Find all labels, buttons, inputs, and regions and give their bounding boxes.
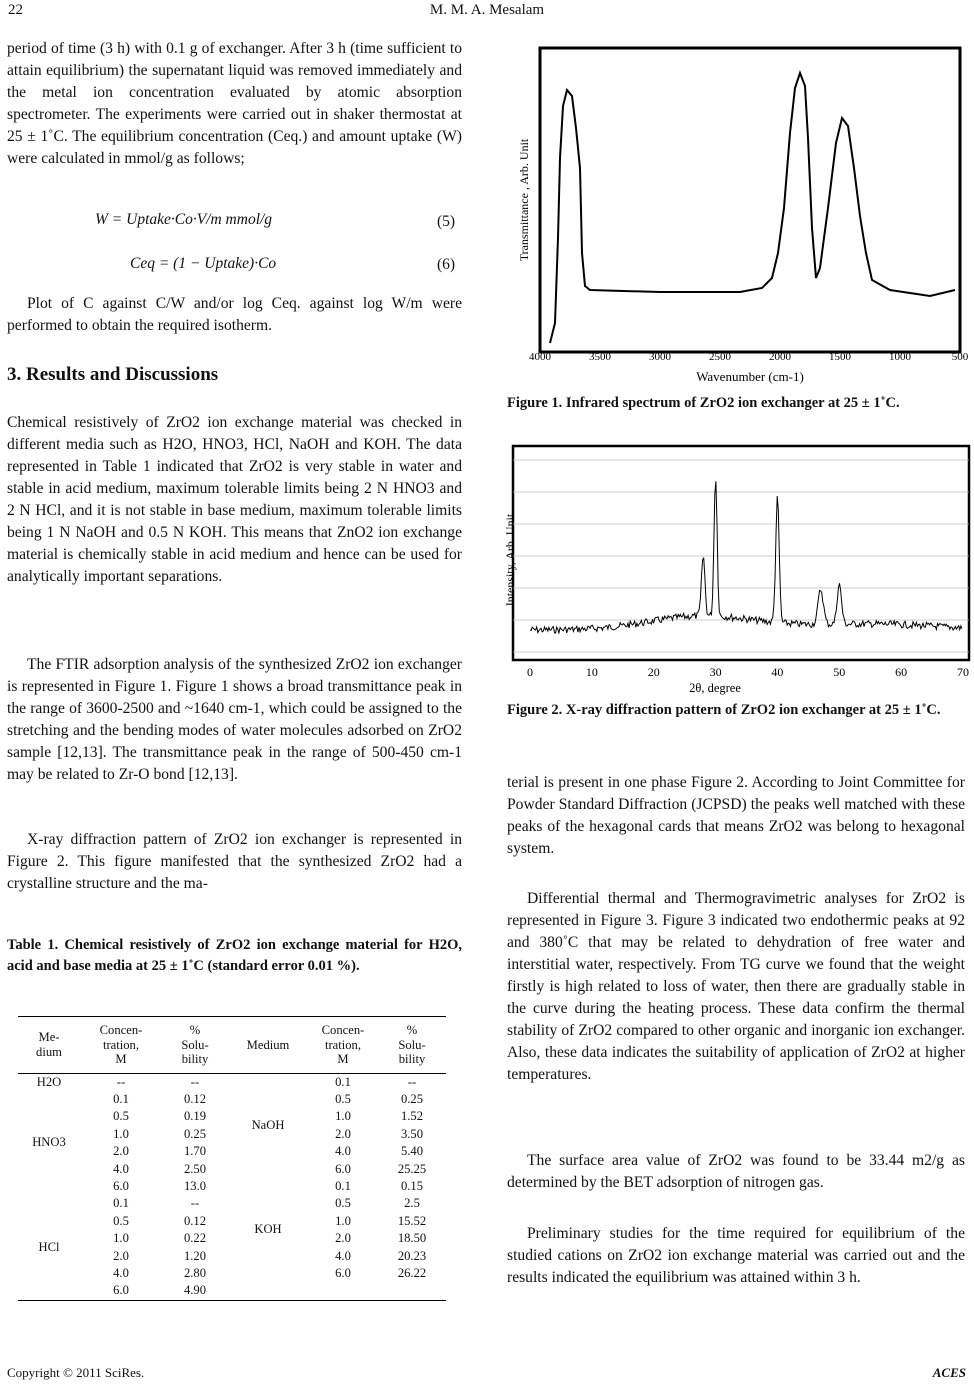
xrd-ylabel: Intensity, Arb. Unit	[503, 513, 517, 607]
concentration-cell: 4.0	[335, 1248, 351, 1263]
xrd-xtick-label: 20	[647, 665, 660, 679]
ir-xtick-label: 4000	[529, 351, 551, 363]
medium-cell: H2O	[36, 1074, 62, 1089]
solubility-cell: --	[190, 1074, 200, 1089]
concentration-cell: 2.0	[335, 1126, 351, 1141]
equation-6-number: (6)	[437, 256, 456, 273]
xrd-xtick-label: 60	[895, 665, 908, 679]
table-row	[18, 1073, 446, 1091]
xrd-xtick-label: 10	[585, 665, 598, 679]
table-row	[18, 1178, 446, 1195]
page-number: 22	[8, 2, 23, 18]
concentration-cell: 4.0	[113, 1265, 129, 1280]
solubility-cell: 2.50	[183, 1161, 207, 1176]
medium-cell: NaOH	[251, 1118, 285, 1133]
ir-xlabel: Wavenumber (cm-1)	[696, 369, 804, 384]
solubility-cell: 2.80	[183, 1265, 207, 1280]
section-heading: 3. Results and Discussions	[7, 364, 219, 385]
ir-xtick-label: 500	[951, 351, 969, 363]
concentration-cell: 4.0	[335, 1144, 351, 1159]
table-caption: Table 1. Chemical resistively of ZrO2 ion exchange material for H2O, acid and base media at 25 ± 1˚C (standard error 0.01 %).	[7, 937, 462, 974]
solubility-cell: 1.70	[183, 1144, 207, 1159]
ir-spectrum-figure	[510, 38, 970, 388]
solubility-cell: 5.40	[400, 1144, 424, 1159]
concentration-cell: 2.0	[335, 1231, 351, 1246]
left-para-4: The FTIR adsorption analysis of the synthesized ZrO2 ion exchanger is represented in Figure 1. Figure 1 shows a broad transmittance peak in the range of 3600-2500 and ~1640 cm-1, which could be assigned to the stretching and the bending modes of water molecules adsorbed on ZrO2 sample [12,13]. The transmittance peak in the range of 500-450 cm-1 may be related to Zr-O bond [12,13].	[7, 656, 462, 783]
solubility-cell: 0.22	[183, 1231, 207, 1246]
solubility-cell: 0.19	[183, 1109, 207, 1124]
table-row	[18, 1282, 446, 1300]
table-header-cell: Concen- tration, M	[321, 1023, 365, 1066]
ir-xtick-label: 2500	[709, 351, 731, 363]
concentration-cell: 6.0	[113, 1178, 129, 1193]
left-para-5: X-ray diffraction pattern of ZrO2 ion exchanger is represented in Figure 2. This figure manifested that the synthesized ZrO2 had a crystalline structure and the ma-	[7, 831, 462, 892]
table-header-cell: Concen- tration, M	[99, 1023, 143, 1066]
running-author: M. M. A. Mesalam	[429, 2, 545, 18]
ir-plot-frame	[540, 48, 960, 352]
concentration-cell: 6.0	[335, 1161, 351, 1176]
equation-6: Ceq = (1 − Uptake)·Co	[130, 255, 277, 272]
solubility-cell: 13.0	[183, 1178, 207, 1193]
solubility-cell: --	[407, 1074, 417, 1089]
xrd-xtick-label: 40	[771, 665, 784, 679]
ir-xtick-label: 1500	[829, 351, 851, 363]
solubility-table	[18, 1016, 446, 1301]
concentration-cell: 1.0	[335, 1213, 351, 1228]
solubility-cell: --	[190, 1196, 200, 1211]
figure1-caption: Figure 1. Infrared spectrum of ZrO2 ion exchanger at 25 ± 1˚C.	[507, 395, 900, 411]
concentration-cell: 6.0	[335, 1265, 351, 1280]
xrd-xtick-label: 30	[709, 665, 722, 679]
right-para-3: The surface area value of ZrO2 was found to be 33.44 m2/g as determined by the BET adsorption of nitrogen gas.	[507, 1152, 965, 1191]
solubility-cell: 1.52	[400, 1109, 424, 1124]
table-header-cell: Medium	[246, 1037, 290, 1052]
table-header-cell: % Solu- bility	[398, 1023, 426, 1066]
ir-xtick-label: 3500	[589, 351, 611, 363]
concentration-cell: 0.5	[335, 1091, 351, 1106]
xrd-xlabel: 2θ, degree	[689, 681, 741, 695]
concentration-cell: 1.0	[113, 1126, 129, 1141]
solubility-cell: 0.12	[183, 1213, 207, 1228]
equation-5-number: (5)	[437, 213, 456, 230]
medium-cell: HCl	[38, 1239, 60, 1254]
concentration-cell: 0.5	[335, 1196, 351, 1211]
solubility-cell: 18.50	[397, 1231, 427, 1246]
equation-5: W = Uptake·Co·V/m mmol/g	[95, 211, 273, 228]
concentration-cell: 1.0	[335, 1109, 351, 1124]
table-header-cell: Me- dium	[36, 1030, 62, 1059]
xrd-xtick-label: 0	[527, 665, 533, 679]
left-para-3: Chemical resistively of ZrO2 ion exchange material was checked in different media such as H2O, HNO3, HCl, NaOH and KOH. The data represented in Table 1 indicated that ZrO2 is very stable in water and stable in acid medium, maximum tolerable limits being 2 N HNO3 and 2 N HCl, and it is not stable in base medium, maximum tolerable limits being 1 N NaOH and 0.5 N KOH. This means that ZnO2 ion exchange material is chemically stable in acid medium and hence can be used for analytically important separations.	[7, 414, 462, 585]
xrd-xtick-label: 50	[833, 665, 846, 679]
ir-xtick-label: 1000	[889, 351, 911, 363]
solubility-cell: 1.20	[183, 1248, 207, 1263]
concentration-cell: 4.0	[113, 1161, 129, 1176]
solubility-cell: 0.25	[183, 1126, 207, 1141]
solubility-cell: 3.50	[400, 1126, 424, 1141]
concentration-cell: 0.1	[335, 1178, 351, 1193]
table-header-cell: % Solu- bility	[181, 1023, 209, 1066]
right-para-1: terial is present in one phase Figure 2. According to Joint Committee for Powder Standard Diffraction (JCPSD) the peaks well matched with these peaks of the hexagonal cards that means ZrO2 was belong to hexagonal system.	[507, 774, 965, 857]
concentration-cell: 0.1	[335, 1074, 351, 1089]
xrd-xticks	[527, 665, 969, 679]
journal-name: ACES	[932, 1365, 966, 1380]
left-para-1: period of time (3 h) with 0.1 g of exchanger. After 3 h (time sufficient to attain equilibrium) the supernatant liquid was removed immediately and the metal ion concentration evaluated by atomic absorption spectrometer. The experiments were carried out in shaker thermostat at 25 ± 1˚C. The equilibrium concentration (Ceq.) and amount uptake (W) were calculated in mmol/g as follows;	[7, 40, 462, 167]
copyright-notice: Copyright © 2011 SciRes.	[7, 1365, 145, 1380]
figure2-caption: Figure 2. X-ray diffraction pattern of ZrO2 ion exchanger at 25 ± 1˚C.	[507, 702, 941, 718]
solubility-cell: 4.90	[183, 1283, 207, 1298]
concentration-cell: --	[116, 1074, 126, 1089]
xrd-grid	[513, 460, 969, 652]
solubility-cell: 26.22	[397, 1265, 427, 1280]
solubility-cell: 0.12	[183, 1091, 207, 1106]
ir-xtick-label: 2000	[769, 351, 791, 363]
right-para-2: Differential thermal and Thermogravimetric analyses for ZrO2 is represented in Figure 3. Figure 3 indicated two endothermic peaks at 92 and 380˚C that may be related to dehydration of free water and interstitial water, respectively. From TG curve we found that the weight firstly is high related to loss of water, then there are gradually stable in the curve during the heating process. These data confirm the thermal stability of ZrO2 compared to other organic and inorganic ion exchanger. Also, these data indicates the suitability of application of ZrO2 at higher temperatures.	[507, 890, 965, 1083]
ir-spectrum-curve	[550, 73, 955, 343]
medium-cell: KOH	[254, 1222, 282, 1237]
concentration-cell: 1.0	[113, 1231, 129, 1246]
xrd-xtick-label: 70	[957, 665, 969, 679]
concentration-cell: 0.1	[113, 1091, 129, 1106]
concentration-cell: 0.5	[113, 1109, 129, 1124]
concentration-cell: 0.5	[113, 1213, 129, 1228]
solubility-cell: 0.15	[400, 1178, 424, 1193]
solubility-cell: 25.25	[397, 1161, 427, 1176]
concentration-cell: 2.0	[113, 1248, 129, 1263]
medium-cell: HNO3	[32, 1135, 66, 1150]
solubility-cell: 2.5	[404, 1196, 420, 1211]
xrd-pattern-figure	[505, 440, 970, 697]
concentration-cell: 0.1	[113, 1196, 129, 1211]
solubility-cell: 15.52	[397, 1213, 427, 1228]
concentration-cell: 6.0	[113, 1283, 129, 1298]
xrd-pattern-curve	[530, 481, 962, 633]
ir-ylabel: Transmittance , Arb. Unit	[517, 138, 531, 262]
right-para-4: Preliminary studies for the time required for equilibrium of the studied cations on ZrO2 ion exchange material was carried out and the results indicated the equilibrium was attained within 3 h.	[507, 1225, 965, 1286]
solubility-cell: 0.25	[400, 1091, 424, 1106]
solubility-cell: 20.23	[397, 1248, 427, 1263]
ir-xtick-label: 3000	[649, 351, 671, 363]
concentration-cell: 2.0	[113, 1144, 129, 1159]
left-para-2: Plot of C against C/W and/or log Ceq. against log W/m were performed to obtain the required isotherm.	[7, 295, 462, 334]
